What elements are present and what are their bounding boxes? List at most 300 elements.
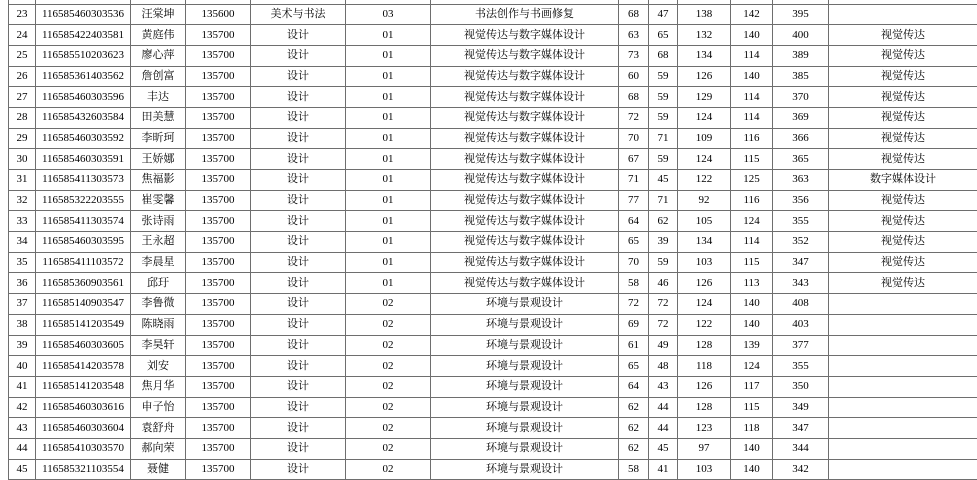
cell-major-code: 135700 (186, 211, 251, 232)
cell-name: 李晨星 (131, 252, 186, 273)
cell-major-code: 135700 (186, 45, 251, 66)
cell-score-2: 39 (649, 232, 678, 253)
cell-candidate-id: 116585414203578 (36, 356, 131, 377)
table-row (9, 459, 977, 480)
cell-total-score: 349 (773, 397, 829, 418)
cell-remark: 视觉传达 (829, 149, 977, 170)
cell-score-3: 138 (678, 4, 731, 25)
cell-major: 设计 (251, 128, 346, 149)
cell-major: 设计 (251, 314, 346, 335)
cell-major-code: 135700 (186, 25, 251, 46)
cell-major-code: 135700 (186, 314, 251, 335)
cell-score-1: 65 (619, 356, 649, 377)
cell-research-direction: 书法创作与书画修复 (431, 4, 619, 25)
cell-score-4: 114 (731, 232, 773, 253)
cell-row-number: 42 (9, 397, 36, 418)
table-row (9, 107, 977, 128)
cell-direction-code: 02 (346, 438, 431, 459)
cell-research-direction: 环境与景观设计 (431, 294, 619, 315)
cell-candidate-id: 116585322203555 (36, 190, 131, 211)
cell-score-3: 129 (678, 87, 731, 108)
cell-research-direction: 视觉传达与数字媒体设计 (431, 45, 619, 66)
cell-candidate-id: 116585140903547 (36, 294, 131, 315)
cell-score-4: 118 (731, 418, 773, 439)
cell-total-score: 363 (773, 170, 829, 191)
cell-major: 设计 (251, 273, 346, 294)
cell-score-4: 113 (731, 273, 773, 294)
cell-research-direction: 环境与景观设计 (431, 376, 619, 397)
table-row (9, 252, 977, 273)
table-row (9, 170, 977, 191)
cell-score-3: 122 (678, 170, 731, 191)
cell-research-direction: 视觉传达与数字媒体设计 (431, 232, 619, 253)
cell-direction-code: 01 (346, 149, 431, 170)
cell-row-number: 41 (9, 376, 36, 397)
cell-major: 设计 (251, 149, 346, 170)
cell-score-4: 124 (731, 356, 773, 377)
cell-direction-code: 01 (346, 252, 431, 273)
cell-major-code: 135700 (186, 170, 251, 191)
cell-score-3: 97 (678, 438, 731, 459)
cell-total-score: 344 (773, 438, 829, 459)
cell-row-number: 26 (9, 66, 36, 87)
cell-row-number: 31 (9, 170, 36, 191)
table-row (9, 87, 977, 108)
cell-score-3: 103 (678, 459, 731, 480)
cell-remark (829, 438, 977, 459)
cell-score-3: 103 (678, 252, 731, 273)
cell-major: 设计 (251, 45, 346, 66)
cell-score-4: 140 (731, 459, 773, 480)
cell-major-code: 135700 (186, 376, 251, 397)
cell-score-4: 114 (731, 87, 773, 108)
cell-major: 设计 (251, 107, 346, 128)
cell-score-2: 41 (649, 459, 678, 480)
cell-name: 黄庭伟 (131, 25, 186, 46)
cell-score-2: 45 (649, 438, 678, 459)
cell-research-direction: 视觉传达与数字媒体设计 (431, 190, 619, 211)
cell-score-3: 126 (678, 273, 731, 294)
cell-research-direction: 环境与景观设计 (431, 397, 619, 418)
table-row (9, 211, 977, 232)
cell-score-1: 68 (619, 87, 649, 108)
cell-score-4: 114 (731, 45, 773, 66)
cell-remark: 视觉传达 (829, 128, 977, 149)
cell-name: 汪棠坤 (131, 4, 186, 25)
cell-candidate-id: 116585410303570 (36, 438, 131, 459)
cell-row-number: 39 (9, 335, 36, 356)
cell-name: 张诗雨 (131, 211, 186, 232)
cell-major: 设计 (251, 170, 346, 191)
cell-research-direction: 视觉传达与数字媒体设计 (431, 128, 619, 149)
cell-score-1: 73 (619, 45, 649, 66)
cell-major-code: 135700 (186, 459, 251, 480)
cell-score-4: 116 (731, 190, 773, 211)
cell-major: 设计 (251, 397, 346, 418)
cell-total-score: 355 (773, 356, 829, 377)
cell-row-number: 43 (9, 418, 36, 439)
cell-name: 陈晓雨 (131, 314, 186, 335)
cell-major-code: 135700 (186, 190, 251, 211)
table-row (9, 190, 977, 211)
table-row (9, 418, 977, 439)
cell-major-code: 135700 (186, 232, 251, 253)
cell-name: 李昊轩 (131, 335, 186, 356)
cell-candidate-id: 116585360903561 (36, 273, 131, 294)
cell-total-score: 395 (773, 4, 829, 25)
cell-row-number: 38 (9, 314, 36, 335)
cell-research-direction: 环境与景观设计 (431, 356, 619, 377)
cell-score-1: 71 (619, 170, 649, 191)
cell-score-2: 71 (649, 128, 678, 149)
cell-research-direction: 环境与景观设计 (431, 335, 619, 356)
cell-name: 焦福影 (131, 170, 186, 191)
cell-score-2: 44 (649, 418, 678, 439)
cell-score-2: 49 (649, 335, 678, 356)
cell-remark (829, 335, 977, 356)
cell-research-direction: 环境与景观设计 (431, 314, 619, 335)
cell-major: 设计 (251, 438, 346, 459)
cell-candidate-id: 116585432603584 (36, 107, 131, 128)
cell-score-2: 48 (649, 356, 678, 377)
cell-remark (829, 356, 977, 377)
cell-score-3: 134 (678, 45, 731, 66)
cell-major: 设计 (251, 252, 346, 273)
cell-research-direction: 视觉传达与数字媒体设计 (431, 25, 619, 46)
cell-candidate-id: 116585510203623 (36, 45, 131, 66)
cell-remark (829, 376, 977, 397)
cell-major-code: 135700 (186, 397, 251, 418)
cell-major-code: 135700 (186, 294, 251, 315)
cell-direction-code: 01 (346, 211, 431, 232)
cell-major-code: 135700 (186, 438, 251, 459)
cell-row-number: 35 (9, 252, 36, 273)
cell-total-score: 365 (773, 149, 829, 170)
cell-research-direction: 视觉传达与数字媒体设计 (431, 66, 619, 87)
cell-row-number: 36 (9, 273, 36, 294)
cell-score-2: 45 (649, 170, 678, 191)
cell-candidate-id: 116585321103554 (36, 459, 131, 480)
cell-score-4: 140 (731, 66, 773, 87)
cell-remark: 视觉传达 (829, 25, 977, 46)
cell-major-code: 135700 (186, 252, 251, 273)
cell-total-score: 408 (773, 294, 829, 315)
cell-remark: 视觉传达 (829, 87, 977, 108)
table-row (9, 438, 977, 459)
cell-score-3: 124 (678, 294, 731, 315)
cell-score-2: 59 (649, 149, 678, 170)
cell-score-3: 124 (678, 149, 731, 170)
cell-score-2: 59 (649, 107, 678, 128)
cell-name: 王永超 (131, 232, 186, 253)
cell-total-score: 342 (773, 459, 829, 480)
cell-candidate-id: 116585411303574 (36, 211, 131, 232)
cell-row-number: 33 (9, 211, 36, 232)
cell-major: 设计 (251, 294, 346, 315)
cell-major: 设计 (251, 459, 346, 480)
cell-major: 设计 (251, 66, 346, 87)
cell-research-direction: 环境与景观设计 (431, 459, 619, 480)
cell-name: 丰达 (131, 87, 186, 108)
cell-score-3: 109 (678, 128, 731, 149)
cell-score-3: 126 (678, 66, 731, 87)
cell-direction-code: 01 (346, 128, 431, 149)
cell-remark (829, 418, 977, 439)
cell-total-score: 343 (773, 273, 829, 294)
cell-candidate-id: 116585361403562 (36, 66, 131, 87)
cell-score-4: 140 (731, 294, 773, 315)
cell-total-score: 385 (773, 66, 829, 87)
table-row (9, 376, 977, 397)
cell-score-2: 59 (649, 66, 678, 87)
cell-direction-code: 02 (346, 376, 431, 397)
cell-remark (829, 397, 977, 418)
cell-row-number: 23 (9, 4, 36, 25)
cell-score-1: 58 (619, 273, 649, 294)
cell-direction-code: 01 (346, 87, 431, 108)
cell-candidate-id: 116585460303604 (36, 418, 131, 439)
table-row (9, 294, 977, 315)
cell-direction-code: 02 (346, 294, 431, 315)
cell-direction-code: 02 (346, 459, 431, 480)
cell-name: 焦月华 (131, 376, 186, 397)
cell-major-code: 135700 (186, 107, 251, 128)
cell-remark: 数字媒体设计 (829, 170, 977, 191)
cell-research-direction: 视觉传达与数字媒体设计 (431, 149, 619, 170)
cell-name: 袁舒舟 (131, 418, 186, 439)
cell-remark: 视觉传达 (829, 211, 977, 232)
table-row (9, 335, 977, 356)
cell-major-code: 135700 (186, 418, 251, 439)
cell-candidate-id: 116585460303591 (36, 149, 131, 170)
cell-total-score: 356 (773, 190, 829, 211)
cell-direction-code: 02 (346, 356, 431, 377)
cell-major-code: 135700 (186, 273, 251, 294)
cell-score-1: 60 (619, 66, 649, 87)
cell-score-3: 128 (678, 397, 731, 418)
cell-score-3: 118 (678, 356, 731, 377)
cell-remark (829, 294, 977, 315)
cell-research-direction: 环境与景观设计 (431, 418, 619, 439)
cell-score-1: 69 (619, 314, 649, 335)
cell-score-4: 115 (731, 252, 773, 273)
cell-direction-code: 01 (346, 273, 431, 294)
cell-name: 郝向荣 (131, 438, 186, 459)
cell-row-number: 30 (9, 149, 36, 170)
cell-remark: 视觉传达 (829, 107, 977, 128)
cell-score-1: 61 (619, 335, 649, 356)
cell-major: 设计 (251, 211, 346, 232)
admission-score-table (8, 0, 977, 480)
cell-score-3: 132 (678, 25, 731, 46)
cell-row-number: 40 (9, 356, 36, 377)
cell-research-direction: 视觉传达与数字媒体设计 (431, 170, 619, 191)
cell-name: 聂健 (131, 459, 186, 480)
cell-name: 李昕珂 (131, 128, 186, 149)
cell-score-2: 47 (649, 4, 678, 25)
cell-major-code: 135700 (186, 335, 251, 356)
cell-total-score: 347 (773, 418, 829, 439)
cell-major: 设计 (251, 418, 346, 439)
cell-major-code: 135700 (186, 356, 251, 377)
cell-score-1: 65 (619, 232, 649, 253)
cell-score-1: 62 (619, 418, 649, 439)
cell-research-direction: 视觉传达与数字媒体设计 (431, 273, 619, 294)
cell-remark: 视觉传达 (829, 45, 977, 66)
cell-candidate-id: 116585460303536 (36, 4, 131, 25)
cell-remark: 视觉传达 (829, 232, 977, 253)
table-row (9, 232, 977, 253)
cell-score-3: 126 (678, 376, 731, 397)
cell-direction-code: 01 (346, 170, 431, 191)
cell-major-code: 135600 (186, 4, 251, 25)
cell-name: 廖心萍 (131, 45, 186, 66)
cell-score-1: 62 (619, 438, 649, 459)
cell-major: 设计 (251, 190, 346, 211)
cell-remark: 视觉传达 (829, 252, 977, 273)
cell-total-score: 352 (773, 232, 829, 253)
cell-major: 设计 (251, 335, 346, 356)
cell-score-4: 140 (731, 25, 773, 46)
cell-candidate-id: 116585460303605 (36, 335, 131, 356)
cell-score-4: 115 (731, 397, 773, 418)
cell-score-3: 128 (678, 335, 731, 356)
cell-score-1: 70 (619, 252, 649, 273)
cell-name: 李鲁微 (131, 294, 186, 315)
cell-score-2: 59 (649, 87, 678, 108)
cell-score-4: 117 (731, 376, 773, 397)
cell-major: 设计 (251, 376, 346, 397)
cell-candidate-id: 116585460303616 (36, 397, 131, 418)
cell-candidate-id: 116585422403581 (36, 25, 131, 46)
table-row (9, 397, 977, 418)
table-row (9, 273, 977, 294)
cell-candidate-id: 116585411103572 (36, 252, 131, 273)
cell-major-code: 135700 (186, 66, 251, 87)
cell-research-direction: 视觉传达与数字媒体设计 (431, 211, 619, 232)
cell-direction-code: 01 (346, 107, 431, 128)
cell-score-3: 105 (678, 211, 731, 232)
cell-score-1: 63 (619, 25, 649, 46)
cell-score-2: 43 (649, 376, 678, 397)
cell-remark: 视觉传达 (829, 190, 977, 211)
cell-direction-code: 02 (346, 314, 431, 335)
cell-score-1: 70 (619, 128, 649, 149)
cell-research-direction: 视觉传达与数字媒体设计 (431, 107, 619, 128)
cell-total-score: 400 (773, 25, 829, 46)
cell-score-1: 77 (619, 190, 649, 211)
table-row (9, 128, 977, 149)
cell-score-2: 72 (649, 294, 678, 315)
cell-direction-code: 01 (346, 25, 431, 46)
cell-score-2: 44 (649, 397, 678, 418)
cell-row-number: 45 (9, 459, 36, 480)
cell-candidate-id: 116585460303592 (36, 128, 131, 149)
cell-row-number: 28 (9, 107, 36, 128)
table-row (9, 66, 977, 87)
cell-name: 詹创富 (131, 66, 186, 87)
cell-total-score: 377 (773, 335, 829, 356)
cell-major: 设计 (251, 232, 346, 253)
cell-total-score: 369 (773, 107, 829, 128)
cell-score-1: 72 (619, 294, 649, 315)
cell-score-2: 62 (649, 211, 678, 232)
cell-row-number: 37 (9, 294, 36, 315)
cell-score-3: 123 (678, 418, 731, 439)
cell-total-score: 370 (773, 87, 829, 108)
cell-candidate-id: 116585460303595 (36, 232, 131, 253)
cell-candidate-id: 116585411303573 (36, 170, 131, 191)
cell-research-direction: 环境与景观设计 (431, 438, 619, 459)
cell-row-number: 24 (9, 25, 36, 46)
cell-score-4: 142 (731, 4, 773, 25)
table-row (9, 356, 977, 377)
cell-score-1: 67 (619, 149, 649, 170)
cell-total-score: 389 (773, 45, 829, 66)
table-row (9, 45, 977, 66)
cell-score-3: 134 (678, 232, 731, 253)
cell-score-3: 92 (678, 190, 731, 211)
cell-score-4: 139 (731, 335, 773, 356)
cell-score-1: 64 (619, 376, 649, 397)
cell-major-code: 135700 (186, 149, 251, 170)
cell-score-4: 116 (731, 128, 773, 149)
cell-major: 设计 (251, 25, 346, 46)
cell-row-number: 27 (9, 87, 36, 108)
cell-major-code: 135700 (186, 87, 251, 108)
cell-major: 美术与书法 (251, 4, 346, 25)
cell-name: 邱玗 (131, 273, 186, 294)
cell-direction-code: 02 (346, 397, 431, 418)
cell-remark (829, 314, 977, 335)
cell-score-4: 125 (731, 170, 773, 191)
cell-total-score: 350 (773, 376, 829, 397)
cell-total-score: 403 (773, 314, 829, 335)
cell-remark: 视觉传达 (829, 66, 977, 87)
table-row (9, 25, 977, 46)
cell-score-2: 68 (649, 45, 678, 66)
cell-row-number: 44 (9, 438, 36, 459)
cell-score-1: 64 (619, 211, 649, 232)
cell-candidate-id: 116585141203548 (36, 376, 131, 397)
cell-score-4: 124 (731, 211, 773, 232)
cell-score-1: 62 (619, 397, 649, 418)
cell-total-score: 355 (773, 211, 829, 232)
cell-name: 崔雯馨 (131, 190, 186, 211)
cell-major-code: 135700 (186, 128, 251, 149)
cell-direction-code: 02 (346, 418, 431, 439)
cell-score-2: 59 (649, 252, 678, 273)
table-row (9, 314, 977, 335)
cell-major: 设计 (251, 356, 346, 377)
cell-name: 王娇娜 (131, 149, 186, 170)
cell-score-4: 140 (731, 438, 773, 459)
cell-score-3: 124 (678, 107, 731, 128)
cell-score-2: 65 (649, 25, 678, 46)
cell-row-number: 29 (9, 128, 36, 149)
cell-direction-code: 02 (346, 335, 431, 356)
cell-research-direction: 视觉传达与数字媒体设计 (431, 252, 619, 273)
cell-candidate-id: 116585141203549 (36, 314, 131, 335)
cell-remark (829, 4, 977, 25)
cell-total-score: 366 (773, 128, 829, 149)
cell-direction-code: 01 (346, 190, 431, 211)
table-row (9, 149, 977, 170)
cell-score-4: 140 (731, 314, 773, 335)
cell-score-2: 71 (649, 190, 678, 211)
cell-remark (829, 459, 977, 480)
cell-score-1: 58 (619, 459, 649, 480)
